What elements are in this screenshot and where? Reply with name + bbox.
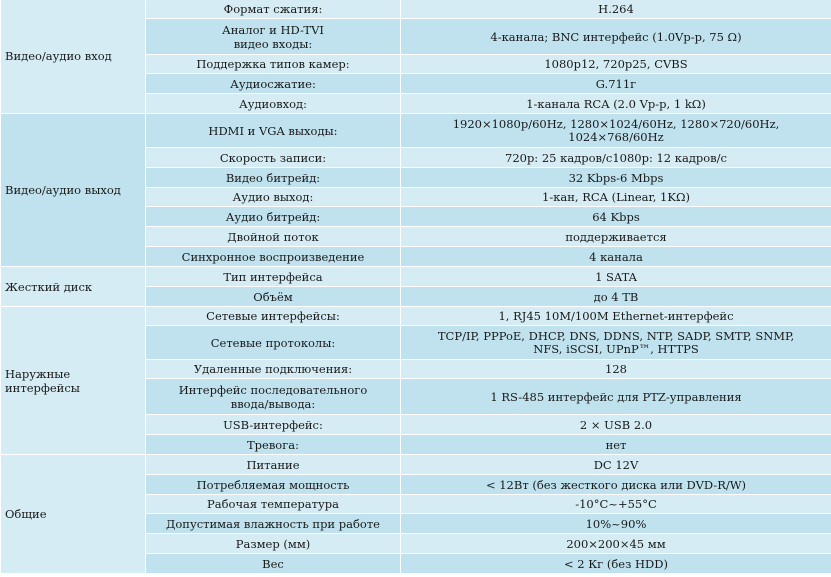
table-row [1,114,831,148]
row-label: Аудиосжатие: [146,74,401,94]
row-label: Вес [146,554,401,574]
row-value: -10°C~+55°C [401,495,831,514]
row-value: до 4 TB [401,287,831,307]
row-label: Интерфейс последовательного ввода/вывода: [146,379,401,415]
row-label: Питание [146,455,401,475]
row-value: 1 RS-485 интерфейс для PTZ-управления [401,379,831,415]
group-video-audio-output: Видео/аудио выход [1,114,146,267]
row-label: Размер (мм) [146,534,401,554]
table-row [1,455,831,475]
row-value: 1-канала RCA (2.0 Vp-p, 1 kΩ) [401,94,831,114]
row-label: Поддержка типов камер: [146,55,401,74]
row-value: < 12Вт (без жесткого диска или DVD-R/W) [401,475,831,495]
row-value: 64 Kbps [401,207,831,227]
row-label: Скорость записи: [146,148,401,168]
row-label: Аудио битрейд: [146,207,401,227]
row-label: Тип интерфейса [146,267,401,287]
row-label: Аудиовход: [146,94,401,114]
row-value: 1 SATA [401,267,831,287]
row-label: Аналог и HD-TVI видео входы: [146,19,401,55]
row-label: Аудио выход: [146,188,401,207]
row-value: TCP/IP, PPPoE, DHCP, DNS, DDNS, NTP, SADP, SMTP, SNMP, NFS, iSCSI, UPnP™, HTTPS [401,326,831,360]
row-value: 128 [401,360,831,379]
row-value: нет [401,435,831,455]
group-hard-disk: Жесткий диск [1,267,146,307]
table-row [1,307,831,326]
row-value: 1920×1080p/60Hz, 1280×1024/60Hz, 1280×720/60Hz, 1024×768/60Hz [401,114,831,148]
row-label: Тревога: [146,435,401,455]
row-value: 200×200×45 мм [401,534,831,554]
row-label: Формат сжатия: [146,0,401,19]
row-label: Синхронное воспроизведение [146,247,401,267]
row-value: 2 × USB 2.0 [401,415,831,435]
table-row [1,0,831,19]
table-row [1,267,831,287]
row-label: Видео битрейд: [146,168,401,188]
row-value: 1-кан, RCA (Linear, 1KΩ) [401,188,831,207]
row-label: Сетевые протоколы: [146,326,401,360]
row-value: 10%~90% [401,514,831,534]
row-value: 32 Kbps-6 Mbps [401,168,831,188]
row-value: 1, RJ45 10M/100M Ethernet-интерфейс [401,307,831,326]
row-value: 4-канала; BNC интерфейс (1.0Vp-p, 75 Ω) [401,19,831,55]
row-value: G.711г [401,74,831,94]
row-label: Допустимая влажность при работе [146,514,401,534]
row-label: HDMI и VGA выходы: [146,114,401,148]
row-label: Двойной поток [146,227,401,247]
row-label: Потребляемая мощность [146,475,401,495]
row-value: DC 12V [401,455,831,475]
row-value: 4 канала [401,247,831,267]
row-value: 1080p12, 720p25, CVBS [401,55,831,74]
row-label: Сетевые интерфейсы: [146,307,401,326]
row-label: USB-интерфейс: [146,415,401,435]
row-value: поддерживается [401,227,831,247]
row-value: < 2 Кг (без HDD) [401,554,831,574]
group-general: Общие [1,455,146,574]
row-label: Рабочая температура [146,495,401,514]
row-label: Объём [146,287,401,307]
row-value: H.264 [401,0,831,19]
row-label: Удаленные подключения: [146,360,401,379]
row-value: 720p: 25 кадров/с1080p: 12 кадров/с [401,148,831,168]
group-video-audio-input: Видео/аудио вход [1,0,146,114]
group-external-interfaces: Наружные интерфейсы [1,307,146,455]
